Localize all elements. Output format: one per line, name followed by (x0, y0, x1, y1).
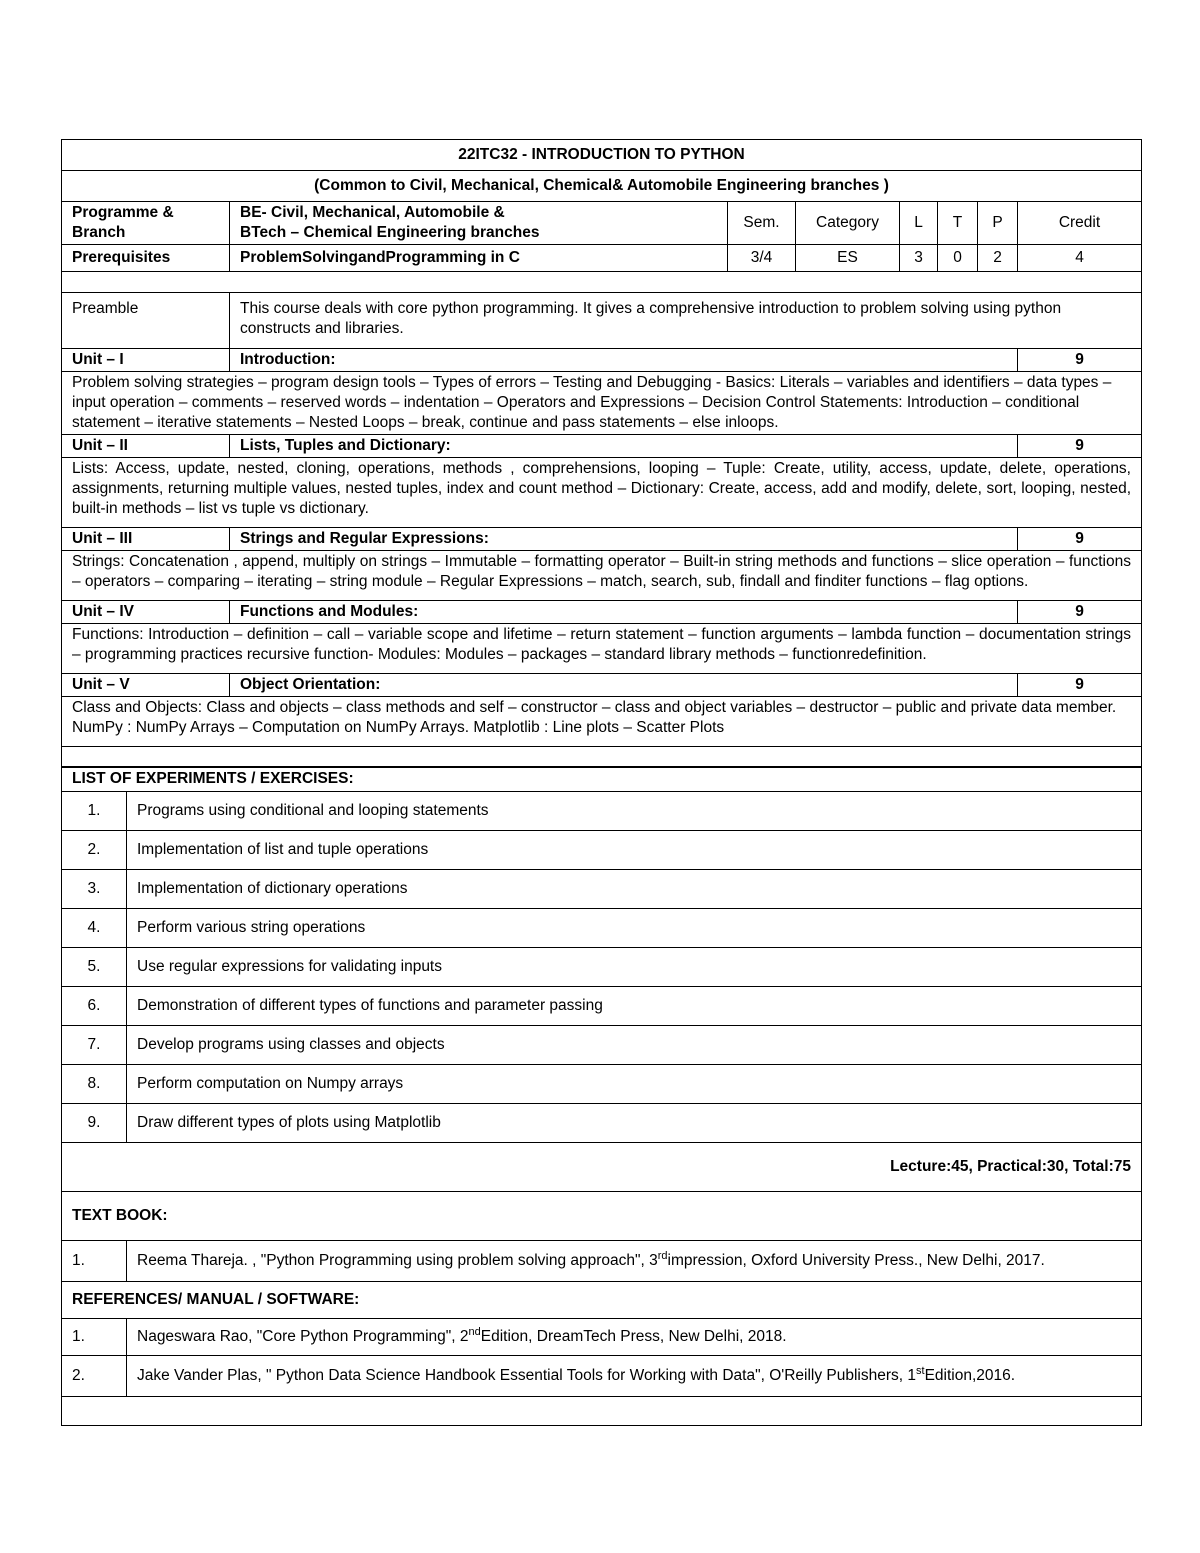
experiment-text: Programs using conditional and looping statements (127, 792, 1142, 831)
unit-3-title: Strings and Regular Expressions: (230, 527, 1018, 550)
unit-4-content: Functions: Introduction – definition – call – variable scope and lifetime – return statement – function arguments – lambda function – documentation strings – programming practices recursive function- Modules: Modules – packages – standard library methods – functionredefinition. (62, 623, 1142, 673)
reference-text-a: Jake Vander Plas, " Python Data Science Handbook Essential Tools for Working with Data", O'Reilly Publishers, 1 (137, 1367, 917, 1384)
experiment-text: Draw different types of plots using Matplotlib (127, 1104, 1142, 1143)
experiment-number: 4. (62, 909, 127, 948)
unit-2-hours: 9 (1018, 434, 1142, 457)
experiment-text: Implementation of list and tuple operations (127, 831, 1142, 870)
unit-1-title: Introduction: (230, 348, 1018, 371)
l-value: 3 (900, 245, 938, 272)
unit-3-content: Strings: Concatenation , append, multiply on strings – Immutable – formatting operator – Built-in string methods and functions – slice operation – functions – operators – comparing – iterating – string module – Regular Expressions – match, search, sub, findall and finditer functions – flag options. (62, 550, 1142, 600)
textbook-superscript: rd (657, 1249, 668, 1262)
syllabus-sheet (61, 139, 1141, 1426)
experiment-number: 3. (62, 870, 127, 909)
experiment-text: Perform various string operations (127, 909, 1142, 948)
experiment-text: Implementation of dictionary operations (127, 870, 1142, 909)
sem-value: 3/4 (728, 245, 796, 272)
unit-5-title: Object Orientation: (230, 673, 1018, 696)
unit-5-label: Unit – V (62, 673, 230, 696)
units-table (61, 292, 1142, 768)
textbook-heading: TEXT BOOK: (62, 1192, 1142, 1241)
reference-text-a: Nageswara Rao, "Core Python Programming", 2 (137, 1328, 469, 1345)
programme-value (230, 202, 728, 245)
course-subtitle: (Common to Civil, Mechanical, Chemical& Automobile Engineering branches ) (62, 171, 1142, 202)
preamble-label: Preamble (62, 292, 230, 348)
reference-text-b: Edition, DreamTech Press, New Delhi, 2018. (480, 1328, 787, 1345)
experiment-number: 2. (62, 831, 127, 870)
unit-2-title: Lists, Tuples and Dictionary: (230, 434, 1018, 457)
spacer-row (62, 746, 1142, 767)
unit-4-label: Unit – IV (62, 600, 230, 623)
reference-superscript: nd (468, 1325, 481, 1338)
programme-value-line-2: BTech – Chemical Engineering branches (240, 224, 540, 241)
experiment-number: 1. (62, 792, 127, 831)
reference-number: 1. (62, 1319, 127, 1356)
p-header: P (978, 202, 1018, 245)
experiment-text: Use regular expressions for validating inputs (127, 948, 1142, 987)
sem-header: Sem. (728, 202, 796, 245)
experiment-text: Demonstration of different types of functions and parameter passing (127, 987, 1142, 1026)
p-value: 2 (978, 245, 1018, 272)
prerequisites-value: ProblemSolvingandProgramming in C (230, 245, 728, 272)
experiments-heading: LIST OF EXPERIMENTS / EXERCISES: (62, 767, 1142, 792)
unit-3-label: Unit – III (62, 527, 230, 550)
course-info-table (61, 139, 1142, 293)
unit-4-hours: 9 (1018, 600, 1142, 623)
programme-value-line-1: BE- Civil, Mechanical, Automobile & (240, 204, 505, 221)
prerequisites-label: Prerequisites (62, 245, 230, 272)
reference-number: 2. (62, 1356, 127, 1397)
unit-3-hours: 9 (1018, 527, 1142, 550)
textbook-text-a: Reema Thareja. , "Python Programming using problem solving approach", 3 (137, 1252, 658, 1269)
reference-superscript: st (916, 1364, 925, 1377)
experiment-number: 5. (62, 948, 127, 987)
experiment-number: 7. (62, 1026, 127, 1065)
credit-value: 4 (1018, 245, 1142, 272)
unit-2-label: Unit – II (62, 434, 230, 457)
references-heading: REFERENCES/ MANUAL / SOFTWARE: (62, 1282, 1142, 1319)
experiment-text: Develop programs using classes and objects (127, 1026, 1142, 1065)
programme-label: Programme & Branch (62, 202, 230, 245)
spacer-row (62, 272, 1142, 293)
credit-header: Credit (1018, 202, 1142, 245)
hours-total: Lecture:45, Practical:30, Total:75 (62, 1143, 1142, 1192)
category-header: Category (796, 202, 900, 245)
unit-4-title: Functions and Modules: (230, 600, 1018, 623)
unit-5-content: Class and Objects: Class and objects – class methods and self – constructor – class and object variables – destructor – public and private data member. NumPy : NumPy Arrays – Computation on NumPy Arrays. Matplotlib : Line plots – Scatter Plots (62, 696, 1142, 746)
experiment-number: 6. (62, 987, 127, 1026)
unit-5-hours: 9 (1018, 673, 1142, 696)
textbook-entry (127, 1241, 1142, 1282)
experiment-number: 8. (62, 1065, 127, 1104)
textbook-text-b: impression, Oxford University Press., New Delhi, 2017. (667, 1252, 1045, 1269)
reference-entry (127, 1356, 1142, 1397)
l-header: L (900, 202, 938, 245)
reference-text-b: Edition,2016. (924, 1367, 1016, 1384)
unit-1-content: Problem solving strategies – program design tools – Types of errors – Testing and Debugging - Basics: Literals – variables and identifiers – data types – input operation – comments – reserved words – indentation – Operators and Expressions – Decision Control Statements: Introduction – conditional statement – iterative statements – Nested Loops – break, continue and pass statements – else inloops. (62, 371, 1142, 434)
experiment-number: 9. (62, 1104, 127, 1143)
unit-2-content: Lists: Access, update, nested, cloning, operations, methods , comprehensions, looping – Tuple: Create, utility, access, update, delete, operations, assignments, returning multiple values, nested tuples, index and count method – Dictionary: Create, access, add and modify, delete, sort, looping, nested, built-in methods – list vs tuple vs dictionary. (62, 457, 1142, 527)
reference-entry (127, 1319, 1142, 1356)
t-value: 0 (938, 245, 978, 272)
t-header: T (938, 202, 978, 245)
experiments-table (61, 766, 1142, 1426)
spacer-row (62, 1397, 1142, 1426)
textbook-number: 1. (62, 1241, 127, 1282)
preamble-text: This course deals with core python programming. It gives a comprehensive introduction to problem solving using python constructs and libraries. (230, 292, 1142, 348)
unit-1-label: Unit – I (62, 348, 230, 371)
unit-1-hours: 9 (1018, 348, 1142, 371)
course-title: 22ITC32 - INTRODUCTION TO PYTHON (62, 140, 1142, 171)
category-value: ES (796, 245, 900, 272)
experiment-text: Perform computation on Numpy arrays (127, 1065, 1142, 1104)
